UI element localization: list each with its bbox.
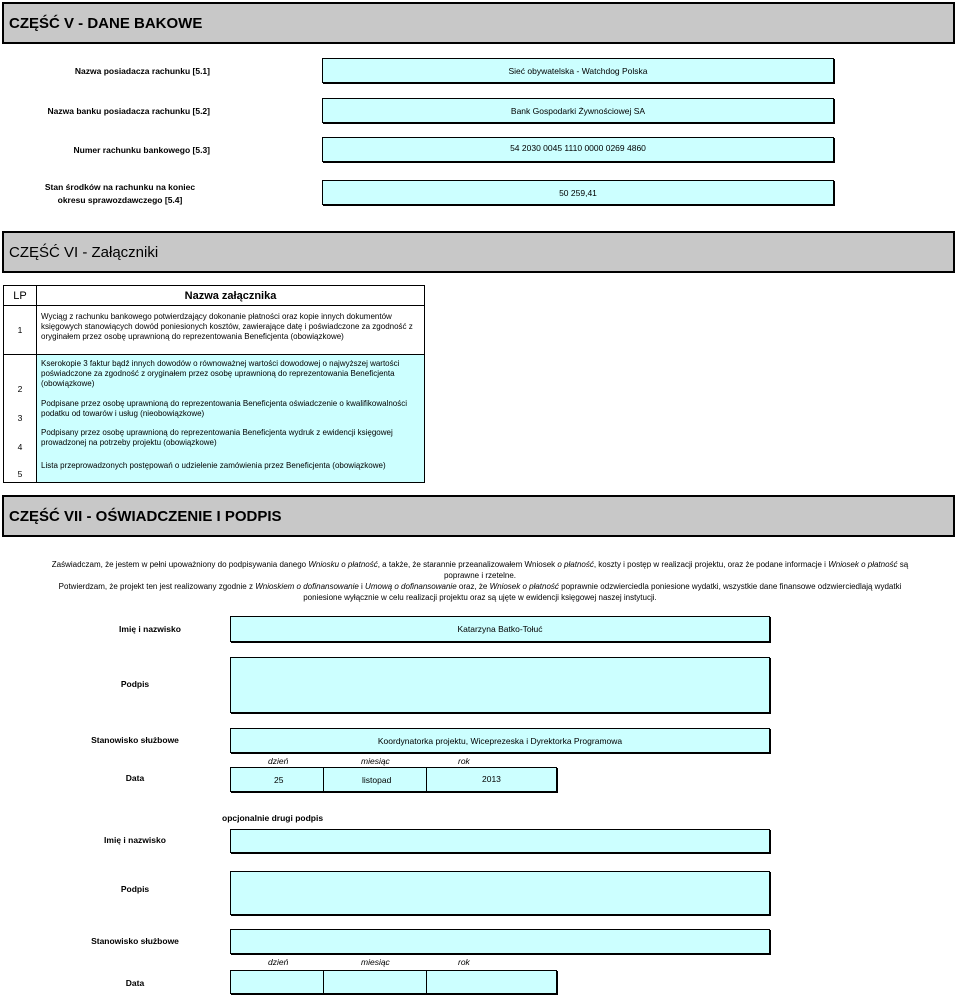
day2-label: dzień [268,957,289,967]
decl2-text-f: Wniosek o płatność [489,582,559,591]
lp-3: 3 [17,413,23,423]
year-field[interactable] [426,767,557,792]
decl1-text-c: , a także, że starannie przeanalizowałem Wniosek [377,560,558,569]
decl1-text-f: Wniosek o płatność [828,560,898,569]
decl1-text-a: Zaświadczam, że jestem w pełni upoważniony do podpisywania danego [51,560,309,569]
part6-header [2,231,955,273]
name-label: Imię i nazwisko [119,624,181,634]
account-holder-field[interactable] [322,58,834,83]
day-field[interactable] [230,767,324,792]
decl1-text-d: o płatność [557,560,594,569]
part7-header [2,495,955,537]
attachment-1: Wyciąg z rachunku bankowego potwierdzający dokonanie płatności oraz kopie innych dokumentów księgowych stanowiących dowód poniesionych kosztów, zawierające datę i poświadczone za zgodność z oryginałem przez osobę uprawnioną do reprezentowania Beneficjenta (obowiązkowe) [41,312,413,341]
lp-4: 4 [17,442,23,452]
decl1-text-b: Wniosku o płatność [308,560,378,569]
decl1-text-g: są poprawne i rzetelne. [443,560,909,580]
decl1-text-e: , koszty i postęp w realizacji projektu, oraz że podane informacje i [593,560,829,569]
part6-title: CZĘŚĆ VI - Załączniki [9,243,159,261]
balance-label-line2: okresu sprawozdawczego [5.4] [57,195,183,205]
signature2-field[interactable] [230,871,770,915]
year-label: rok [458,756,470,766]
position2-field[interactable] [230,929,770,954]
position-label: Stanowisko służbowe [91,735,179,745]
col-lp-header [3,285,37,306]
decl2-text-a: Potwierdzam, że projekt ten jest realizowany zgodnie z [58,582,256,591]
balance-field[interactable] [322,180,834,205]
lp-1: 1 [17,325,23,335]
month-value: listopad [362,774,392,785]
col-name-label: Nazwa załącznika [184,289,277,302]
position-field[interactable] [230,728,770,753]
attachment-5: Lista przeprowadzonych postępowań o udzielenie zamówienia przez Beneficjenta (obowiązkowe) [41,461,386,470]
part7-title: CZĘŚĆ VII - OŚWIADCZENIE I PODPIS [9,507,282,525]
signature-label: Podpis [120,679,150,689]
signature-field[interactable] [230,657,770,713]
balance-label [20,181,220,207]
day2-field[interactable] [230,970,324,994]
name2-label: Imię i nazwisko [104,835,166,845]
account-number-label: Numer rachunku bankowego [5.3] [73,145,210,155]
date-label: Data [125,773,145,783]
bank-name-field[interactable] [322,98,834,123]
balance-label-line1: Stan środków na rachunku na koniec [44,182,196,192]
signature2-label: Podpis [120,884,150,894]
year2-field[interactable] [426,970,557,994]
name-value: Katarzyna Batko-Tołuć [457,624,543,634]
balance-value: 50 259,41 [559,187,597,198]
account-number-field[interactable] [322,137,834,162]
part5-title: CZĘŚĆ V - DANE BAKOWE [9,14,203,32]
account-holder-label: Nazwa posiadacza rachunku [5.1] [74,66,210,76]
account-number-value: 54 2030 0045 1110 0000 0269 4860 [510,143,646,153]
day-label: dzień [268,756,289,766]
lp-5: 5 [17,469,23,479]
col-name-header [36,285,425,306]
declaration-1 [40,559,920,581]
decl2-text-g: poprawnie odzwierciedla poniesione wydatki, wszystkie dane finansowe odzwierciedlają wydatki poniesione wyłącznie w celu realizacji projektu oraz są ujęte w ewidencji księgowej naszej instytucji. [303,582,902,602]
optional-signature-label: opcjonalnie drugi podpis [222,813,324,823]
attachment-2: Kserokopie 3 faktur bądź innych dowodów o równoważnej wartości dowodowej o najwyższej wartości poświadczone za zgodność z oryginałem przez osobę uprawnioną do reprezentowania Beneficjenta (obowiązkowe) [41,359,400,388]
name-field[interactable] [230,616,770,642]
year-value: 2013 [482,774,501,784]
account-holder-value: Sieć obywatelska - Watchdog Polska [508,65,648,76]
decl2-text-e: oraz, że [456,582,490,591]
date2-label: Data [125,978,145,988]
day-value: 25 [274,774,284,785]
decl2-text-c: i [358,582,366,591]
position-value: Koordynatorka projektu, Wiceprezeska i Dyrektorka Programowa [377,735,623,746]
attachment-4: Podpisany przez osobę uprawnioną do reprezentowania Beneficjenta wydruk z ewidencji księgowej prowadzonej na potrzeby projektu (obowiązkowe) [41,428,393,447]
year2-label: rok [458,957,470,967]
decl2-text-d: Umową o dofinansowanie [365,582,457,591]
col-lp-label: LP [13,289,27,302]
declaration-2 [40,581,920,603]
month-field[interactable] [323,767,427,792]
bank-name-label: Nazwa banku posiadacza rachunku [5.2] [47,106,210,116]
bank-name-value: Bank Gospodarki Żywnościowej SA [510,105,646,116]
lp-2: 2 [17,384,23,394]
month-label: miesiąc [361,756,390,766]
attachment-3: Podpisane przez osobę uprawnioną do reprezentowania Beneficjenta oświadczenie o kwalifikowalności podatku od towarów i usług (nieobowiązkowe) [41,399,407,418]
decl2-text-b: Wnioskiem o dofinansowanie [255,582,359,591]
part5-header [2,2,955,44]
position2-label: Stanowisko służbowe [91,936,179,946]
name2-field[interactable] [230,829,770,853]
month2-label: miesiąc [361,957,390,967]
month2-field[interactable] [323,970,427,994]
